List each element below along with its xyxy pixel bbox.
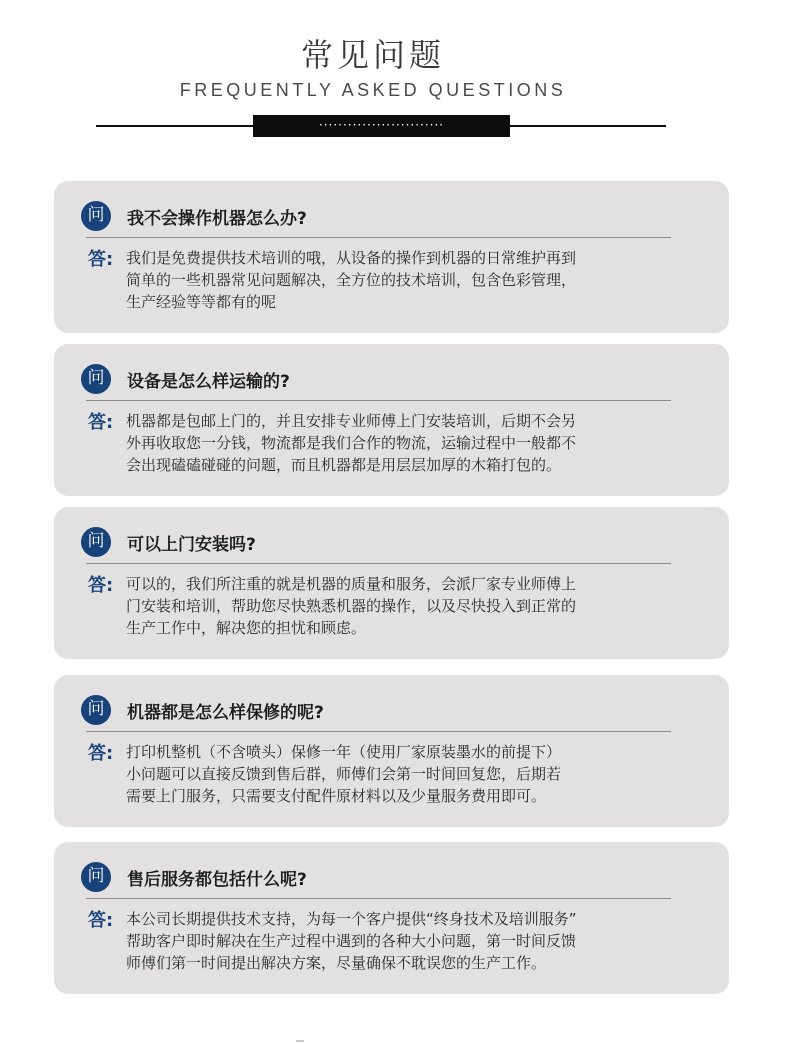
question-icon: 问	[81, 201, 111, 231]
faq-question: 我不会操作机器怎么办?	[127, 209, 307, 229]
faq-answer	[126, 410, 686, 476]
answer-label: 答:	[88, 910, 114, 931]
faq-divider	[86, 898, 671, 899]
question-icon: 问	[81, 695, 111, 725]
faq-card	[54, 507, 729, 659]
faq-question: 机器都是怎么样保修的呢?	[127, 703, 324, 723]
footer-mark	[296, 1040, 304, 1042]
faq-answer-line: 帮助客户即时解决在生产过程中遇到的各种大小问题，第一时间反馈	[126, 932, 577, 950]
faq-divider	[86, 563, 671, 564]
faq-question: 售后服务都包括什么呢?	[127, 870, 307, 890]
faq-card	[54, 675, 729, 827]
faq-answer-line: 小问题可以直接反馈到售后群，师傅们会第一时间回复您，后期若	[126, 765, 562, 783]
faq-answer-line: 门安装和培训，帮助您尽快熟悉机器的操作，以及尽快投入到正常的	[126, 597, 577, 615]
faq-answer	[126, 908, 686, 974]
faq-card	[54, 344, 729, 496]
faq-answer	[126, 247, 686, 313]
faq-answer-line: 本公司长期提供技术支持，为每一个客户提供“终身技术及培训服务”	[126, 910, 577, 928]
faq-card	[54, 181, 729, 333]
answer-label: 答:	[88, 412, 114, 433]
page-header	[0, 0, 790, 150]
faq-divider	[86, 237, 671, 238]
faq-answer	[126, 741, 686, 807]
faq-answer-line: 简单的一些机器常见问题解决，全方位的技术培训，包含色彩管理，	[126, 271, 577, 289]
question-icon: 问	[81, 527, 111, 557]
faq-divider	[86, 731, 671, 732]
faq-question: 可以上门安装吗?	[127, 535, 256, 555]
faq-question: 设备是怎么样运输的?	[127, 372, 290, 392]
header-divider-dots: ··························	[318, 118, 445, 132]
answer-label: 答:	[88, 249, 114, 270]
faq-answer-line: 机器都是包邮上门的，并且安排专业师傅上门安装培训，后期不会另	[126, 412, 577, 430]
faq-answer-line: 可以的，我们所注重的就是机器的质量和服务，会派厂家专业师傅上	[126, 575, 577, 593]
faq-answer-line: 师傅们第一时间提出解决方案，尽量确保不耽误您的生产工作。	[126, 954, 547, 972]
faq-answer-line: 需要上门服务，只需要支付配件原材料以及少量服务费用即可。	[126, 787, 547, 805]
faq-divider	[86, 400, 671, 401]
faq-answer-line: 打印机整机（不含喷头）保修一年（使用厂家原装墨水的前提下）	[126, 743, 562, 761]
page-subtitle: FREQUENTLY ASKED QUESTIONS	[179, 80, 567, 100]
faq-answer-line: 外再收取您一分钱，物流都是我们合作的物流，运输过程中一般都不	[126, 434, 577, 452]
faq-card	[54, 842, 729, 994]
question-icon: 问	[81, 862, 111, 892]
answer-label: 答:	[88, 575, 114, 596]
faq-answer-line: 会出现磕磕碰碰的问题，而且机器都是用层层加厚的木箱打包的。	[126, 456, 562, 474]
page-title: 常见问题	[300, 36, 445, 74]
faq-answer	[126, 573, 686, 639]
faq-answer-line: 生产经验等等都有的呢	[126, 293, 277, 311]
answer-label: 答:	[88, 743, 114, 764]
faq-answer-line: 生产工作中，解决您的担忧和顾虑。	[126, 619, 367, 637]
question-icon: 问	[81, 364, 111, 394]
faq-answer-line: 我们是免费提供技术培训的哦，从设备的操作到机器的日常维护再到	[126, 249, 577, 267]
